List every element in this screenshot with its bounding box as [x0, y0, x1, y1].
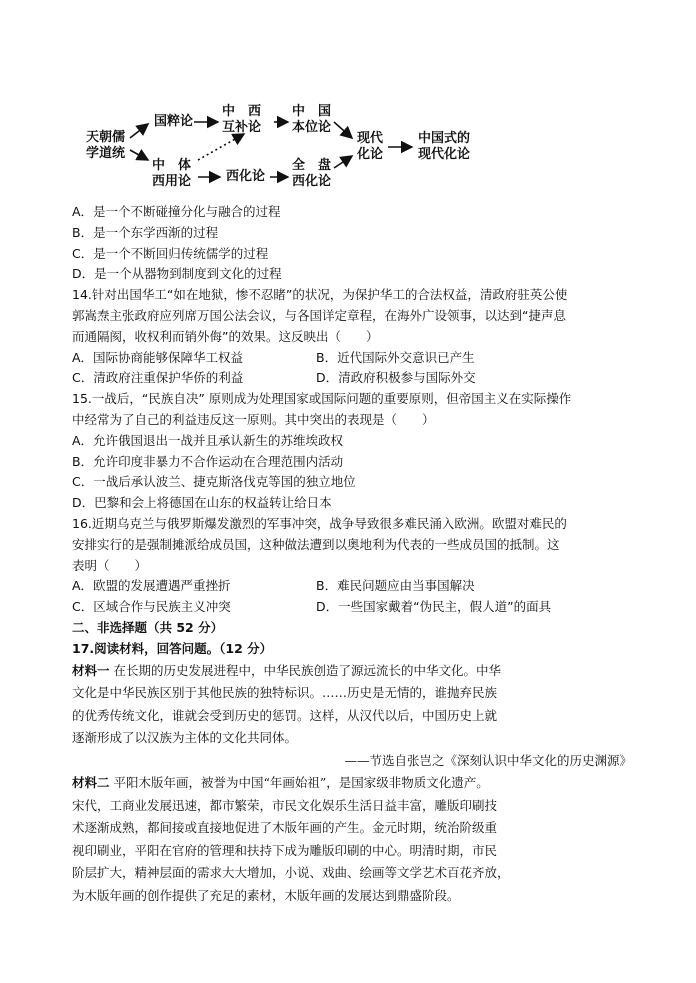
- node-text: 西化论: [226, 169, 266, 184]
- diagram-arrows: [0, 0, 696, 200]
- q13-option-d: D．是一个从器物到制度到文化的过程: [72, 266, 282, 282]
- q16-stem-line: 16.近期乌克兰与俄罗斯爆发激烈的军事冲突，战争导致很多难民涌入欧洲。欧盟对难民的: [72, 515, 567, 531]
- arrow-n1-n2: [130, 124, 148, 138]
- q17-materials: [72, 660, 632, 908]
- q16-stem-line: 表明（ ）: [72, 557, 148, 573]
- node-zhongxi-hubu: [222, 104, 261, 136]
- q14-stem-line: 郭嵩焘主张政府应列席万国公法会议，与各国详定章程，在海外广设领事，以达到“捷声息: [72, 307, 566, 323]
- node-text: 中 体: [152, 158, 192, 173]
- node-text: 互补论: [222, 120, 262, 135]
- material-2-line: 宋代，工商业发展迅速，都市繁荣，市民文化娱乐生活日益丰富，雕版印刷技: [72, 797, 498, 813]
- node-text: 本位论: [292, 120, 332, 135]
- node-text: 现代: [357, 131, 384, 146]
- q16-stem-line: 安排实行的是强制摊派给成员国，这种做法遭到以奥地利为代表的一些成员国的抵制。这: [72, 536, 560, 552]
- q16-option-d: D．一些国家戴着“伪民主，假人道”的面具: [316, 599, 552, 615]
- q14-option-d: D．清政府积极参与国际外交: [316, 370, 476, 386]
- material-1-line: 的优秀传统文化，谁就会受到历史的惩罚。这样，从汉代以后，中国历史上就: [72, 707, 498, 723]
- node-zhongti-xiyong: [152, 158, 191, 190]
- material-2-line: 为木版年画的创作提供了充足的素材，木版年画的发展达到鼎盛阶段。: [72, 887, 460, 903]
- q13-options: [72, 202, 632, 285]
- material-1-source: ——节选自张岂之《深刻认识中华文化的历史渊源》: [344, 752, 632, 768]
- q15-option-a: A．允许俄国退出一战并且承认新生的苏维埃政权: [72, 432, 344, 448]
- node-text: 天朝儒: [86, 130, 126, 145]
- q13-option-b: B．是一个东学西渐的过程: [72, 224, 219, 240]
- question-16: [72, 514, 632, 618]
- q16-options-row: [72, 597, 632, 618]
- dotted-arrow-n5-n3: [198, 134, 244, 160]
- node-zhongguo-benwei: [292, 104, 331, 136]
- material-2-line: [72, 772, 632, 795]
- q14-option-a: A．国际协商能够保障华工权益: [72, 349, 244, 365]
- q14-option-b: B．近代国际外交意识已产生: [316, 349, 475, 365]
- question-15: [72, 389, 632, 514]
- material-2-label: 材料二: [72, 775, 110, 791]
- node-text: 西化论: [292, 174, 332, 189]
- node-zhongguoshi-xiandaihua: [418, 131, 470, 163]
- q16-options-row: [72, 576, 632, 597]
- q15-stem-line: 15.一战后，“民族自决” 原则成为处理国家或国际问题的重要原则，但帝国主义在实际操作: [72, 391, 572, 407]
- q15-option-b: B．允许印度非暴力不合作运动在合理范围内活动: [72, 453, 344, 469]
- q15-option-c: C．一战后承认波兰、捷克斯洛伐克等国的独立地位: [72, 474, 356, 490]
- node-tianchao-ruxue: [86, 130, 125, 162]
- q17-title: 17.阅读材料，回答问题。（12 分）: [72, 640, 273, 656]
- material-2-text: 平阳木版年画，被誉为中国“年画始祖”，是国家级非物质文化遗产。: [113, 775, 489, 791]
- q16-option-c: C．区域合作与民族主义冲突: [72, 599, 231, 615]
- arrow-n1-n5: [130, 150, 148, 160]
- material-2-line: 阶层扩大，精神层面的需求大大增加，小说、戏曲、绘画等文学艺术百花齐放，: [72, 865, 510, 881]
- q15-option-d: D．巴黎和会上将德国在山东的权益转让给日本: [72, 495, 332, 511]
- node-guocui: [154, 114, 193, 130]
- arrow-n4-n8: [334, 122, 352, 138]
- node-xihua: [226, 169, 265, 185]
- q14-options-row: [72, 348, 632, 369]
- node-text: 化论: [357, 147, 384, 162]
- node-text: 中国式的: [418, 131, 471, 146]
- q14-options-row: [72, 368, 632, 389]
- q13-option-c: C．是一个不断回归传统儒学的过程: [72, 245, 269, 261]
- node-quanpan-xihua: [292, 158, 331, 190]
- node-text: 中 西: [222, 104, 262, 119]
- exam-content: [72, 202, 632, 907]
- material-1-text: 在长期的历史发展进程中，中华民族创造了源远流长的中华文化。中华: [113, 662, 502, 678]
- q14-stem-line: 14.针对出国华工“如在地狱，惨不忍睹”的状况，为保护华工的合法权益，清政府驻英公使: [72, 287, 568, 303]
- node-text: 西用论: [152, 174, 192, 189]
- q14-stem-line: 而通隔阂，收权利而销外侮”的效果。这反映出（ ）: [72, 328, 379, 344]
- material-2-line: 视印刷业，平阳在官府的管理和扶持下成为雕版印刷的中心。明清时期，市民: [72, 842, 498, 858]
- q16-option-a: A．欧盟的发展遭遇严重挫折: [72, 578, 231, 594]
- material-1-label: 材料一: [72, 662, 110, 678]
- section-heading: 二、非选择题（共 52 分）: [72, 619, 224, 635]
- q13-option-a: A．是一个不断碰撞分化与融合的过程: [72, 204, 281, 219]
- q15-stem-line: 中经常为了自己的利益违反这一原则。其中突出的表现是（ ）: [72, 411, 435, 427]
- node-text: 中 国: [292, 104, 332, 119]
- node-text: 学道统: [86, 146, 126, 161]
- q16-option-b: B．难民问题应由当事国解决: [316, 578, 475, 594]
- arrow-n7-n8: [334, 156, 352, 168]
- node-text: 国粹论: [154, 114, 194, 129]
- node-text: 现代化论: [418, 147, 471, 162]
- material-1-line: [72, 660, 632, 683]
- question-14: [72, 285, 632, 389]
- material-1-line: 逐渐形成了以汉族为主体的文化共同体。: [72, 730, 298, 746]
- material-2-line: 术逐渐成熟，都间接或直接地促进了木版年画的产生。金元时期，统治阶级重: [72, 820, 498, 836]
- node-text: 全 盘: [292, 158, 332, 173]
- concept-flow-diagram: [0, 0, 696, 200]
- material-1-line: 文化是中华民族区别于其他民族的独特标识。……历史是无情的，谁抛弃民族: [72, 685, 498, 701]
- node-xiandaihua: [357, 131, 383, 163]
- q14-option-c: C．清政府注重保护华侨的利益: [72, 370, 244, 386]
